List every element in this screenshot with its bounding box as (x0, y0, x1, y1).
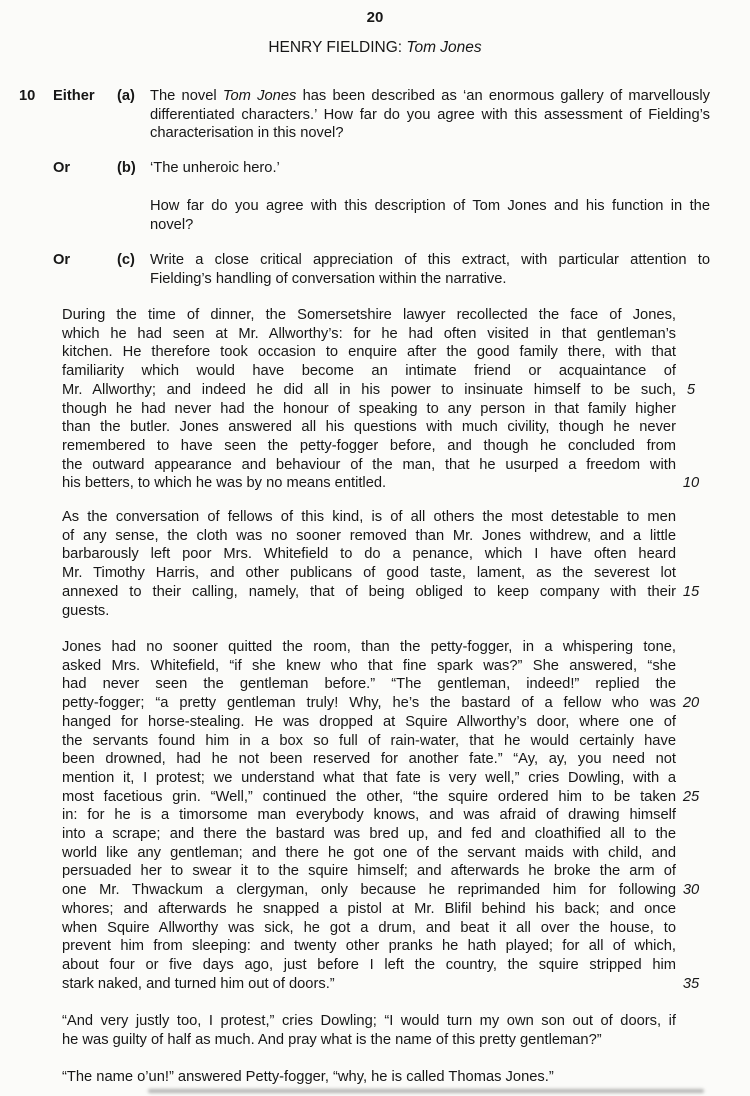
extract-paragraph (62, 306, 707, 493)
part-c-label: (c) (117, 252, 135, 268)
extract-paragraph (62, 508, 707, 620)
line-number: 5 (686, 381, 696, 398)
extract-line: “And very justly too, I protest,” cries Dowling; “I would turn my own son out of doors, if (62, 1013, 676, 1029)
extract-line: barbarously left poor Mrs. Whitefield to do a penance, which I have often heard (62, 546, 676, 563)
extract-line: most facetious grin. “Well,” continued the other, “the squire ordered him to be taken 25 (62, 788, 676, 807)
or-label: Or (53, 252, 71, 268)
extract-line: he was guilty of half as much. And pray what is the name of this pretty gentleman?” (62, 1031, 602, 1048)
extract-line: whores; and afterwards he snapped a pistol at Mr. Blifil behind his back; and once (62, 900, 676, 917)
page-number: 20 (366, 9, 384, 26)
part-c-text (150, 251, 710, 288)
line-number: 10 (682, 475, 700, 492)
question-line: Fielding’s handling of conversation within the narrative. (150, 270, 507, 287)
extract-line: guests. (62, 602, 110, 619)
question-line: Write a close critical appreciation of this extract, with particular attention to (150, 252, 710, 268)
extract-line: though he had never had the honour of speaking to any person in that family higher (62, 400, 676, 417)
question-line (150, 87, 710, 106)
either-label: Either (53, 88, 95, 104)
extract-line: petty-fogger; “a pretty gentleman truly! Why, he’s the bastard of a fellow who was 20 (62, 694, 676, 713)
part-b-quote (150, 159, 710, 178)
italic-text: Tom Jones (406, 39, 482, 56)
paper-heading (0, 39, 750, 57)
extract-line: which he had seen at Mr. Allworthy’s: for he had often visited in that gentleman’s (62, 325, 676, 342)
extract-line: of any sense, the cloth was no sooner removed than Mr. Jones withdrew, and a little (62, 527, 676, 544)
question-line: ‘The unheroic hero.’ (150, 160, 280, 176)
part-b-label: (b) (117, 160, 136, 176)
line-number: 25 (682, 788, 700, 805)
extract-paragraph (62, 1068, 707, 1087)
italic-text: Tom Jones (222, 88, 297, 104)
extract-line: During the time of dinner, the Somersetshire lawyer recollected the face of Jones, (62, 307, 676, 323)
extract-paragraph (62, 1012, 707, 1049)
extract-line: his betters, to which he was by no means entitled. 10 (62, 474, 676, 493)
extract-line: than the butler. Jones answered all his questions with much civility, though he never (62, 419, 676, 436)
scan-artifact-smudge (148, 1089, 704, 1093)
line-number: 35 (682, 975, 700, 992)
question-line: novel? (150, 216, 194, 233)
extract-line: As the conversation of fellows of this kind, is of all others the most detestable to men (62, 509, 676, 525)
question-line: differentiated characters.’ How far do you agree with this assessment of Fielding’s (150, 106, 710, 123)
line-number: 30 (682, 882, 700, 899)
text: HENRY FIELDING: (268, 39, 407, 56)
line-number: 15 (682, 583, 700, 600)
extract-line: mention it, I protest; we understand what that fate is very well,” cries Dowling, with a (62, 769, 676, 786)
extract-line: hanged for horse-stealing. He was dropped at Squire Allworthy’s door, where one of (62, 713, 676, 730)
extract-line: into a scrape; and there the bastard was bred up, and fed and cloathified all to the (62, 826, 676, 843)
question-line: characterisation in this novel? (150, 125, 344, 142)
extract-line: world like any gentleman; and there he got one of the servant maids with child, and (62, 844, 676, 861)
line-number: 20 (682, 695, 700, 712)
extract-line: been drowned, had he not been reserved for another fate.” “Ay, ay, you need not (62, 751, 676, 768)
extract-line: in: for he is a timorsome man everybody knows, and was afraid of drawing himself (62, 807, 676, 824)
extract-line: when Squire Allworthy was sick, he got a drum, and beat it all over the house, to (62, 919, 676, 936)
question-number: 10 (19, 88, 36, 104)
part-a-text (150, 87, 710, 143)
extract-line: familiarity which would have become an intimate friend or acquaintance of (62, 363, 676, 380)
or-label: Or (53, 160, 71, 176)
extract-line: “The name o’un!” answered Petty-fogger, “why, he is called Thomas Jones.” (62, 1069, 554, 1085)
extract-line: asked Mrs. Whitefield, “if she knew who that fine spark was?” She answered, “she (62, 657, 676, 674)
extract-line: about four or five days ago, just before I left the country, the squire stripped him (62, 956, 676, 973)
extract-paragraph (62, 638, 707, 993)
extract-line: Mr. Timothy Harris, and other publicans of good taste, lament, as the severest lot (62, 565, 676, 582)
extract-line: remembered to have seen the petty-fogger before, and though he concluded from (62, 437, 676, 454)
text: The novel (150, 88, 223, 104)
part-a-label: (a) (117, 88, 135, 104)
extract-line: had never seen the gentleman before.” “The gentleman, indeed!” replied the (62, 676, 676, 693)
extract-line: persuaded her to swear it to the squire himself; and afterwards he broke the arm of (62, 863, 676, 880)
extract-line: one Mr. Thwackum a clergyman, only because he reprimanded him for following 30 (62, 881, 676, 900)
extract-line: stark naked, and turned him out of doors.” 35 (62, 975, 676, 994)
extract-line: annexed to their calling, namely, that of being obliged to keep company with their 15 (62, 583, 676, 602)
extract-line: prevent him from sleeping: and twenty other pranks he hath played; for all of which, (62, 938, 676, 955)
extract-line: the outward appearance and behaviour of the man, that he usurped a freedom with (62, 456, 676, 473)
extract-line: Mr. Allworthy; and indeed he did all in his power to insinuate himself to be such, 5 (62, 381, 676, 400)
part-b-text (150, 197, 710, 234)
extract-line: the servants found him in a box so full of rain-water, that he would certainly have (62, 732, 676, 749)
text: has been described as ‘an enormous gallery of marvellously (296, 88, 710, 104)
extract-line: Jones had no sooner quitted the room, than the petty-fogger, in a whispering tone, (62, 639, 676, 655)
question-line: How far do you agree with this description of Tom Jones and his function in the (150, 198, 710, 214)
extract-line: kitchen. He therefore took occasion to enquire after the good family there, with that (62, 344, 676, 361)
